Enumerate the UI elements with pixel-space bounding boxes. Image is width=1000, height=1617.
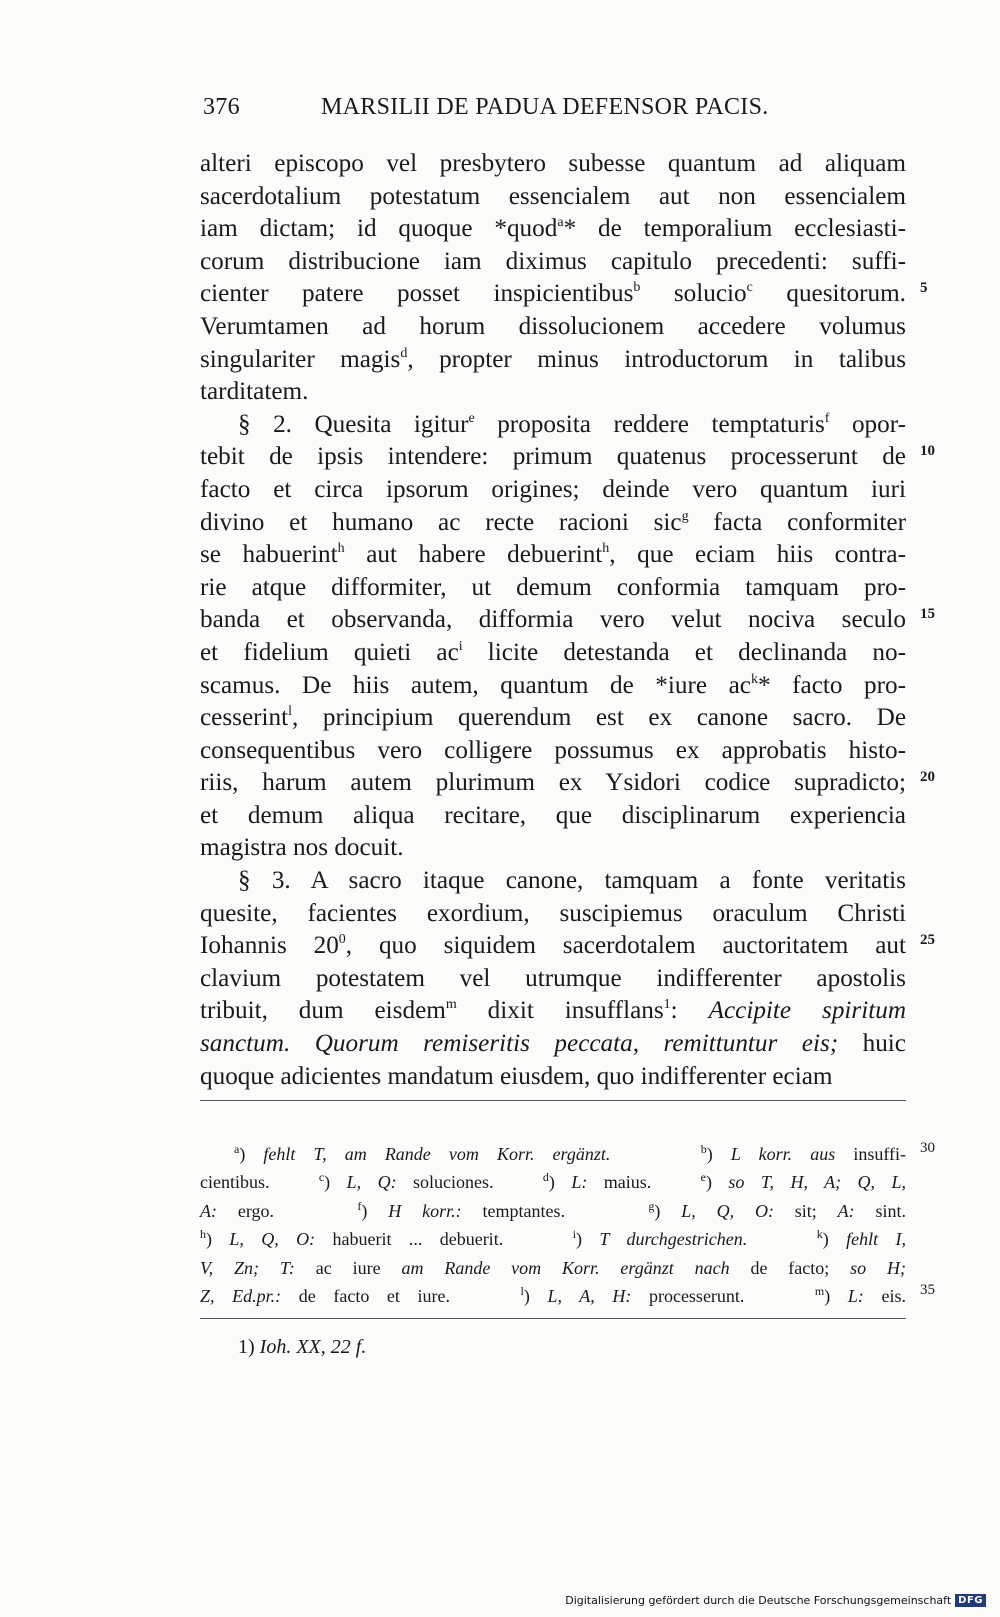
text-line: cienter patere posset inspicientibus$^b$ solucio$^c$ quesitorum. xyxy=(200,280,906,308)
text-line: § 2. Quesita igitur$^e$ proposita reddere temptaturis$^f$ opor- xyxy=(238,410,907,438)
apparatus-line: V, Zn; T: ac iure am Rande vom Korr. ergänzt nach de facto; so H; xyxy=(200,1257,906,1278)
text-line: tebit de ipsis intendere: primum quatenus processerunt de xyxy=(200,443,906,471)
apparatus-line: $^h$) L, Q, O: habuerit ... debuerit. $^i$) T durchgestrichen. $^k$) fehlt I, xyxy=(200,1227,907,1250)
text-line: tribuit, dum eisdem$^m$ dixit insufflans$^1$: Accipite spiritum xyxy=(200,997,907,1025)
text-line: riis, harum autem plurimum ex Ysidori codice supradicto; xyxy=(200,769,906,797)
credit-text: Digitalisierung gefördert durch die Deutsche Forschungsgemeinschaft xyxy=(565,1594,952,1607)
apparatus-line: $^a$) fehlt T, am Rande vom Korr. ergänzt. $^b$) L korr. aus insuffi- xyxy=(234,1142,906,1164)
text-line: divino et humano ac recte racioni sic$^g$ facta conformiter xyxy=(200,508,906,536)
page-number: 376 xyxy=(203,94,240,120)
text-line: quesite, facientes exordium, suscipiemus oraculum Christi xyxy=(200,899,906,927)
text-line: scamus. De hiis autem, quantum de *iure $ac^k*$ facto pro- xyxy=(200,671,906,699)
line-number-10: 10 xyxy=(920,443,935,459)
main-text xyxy=(200,148,906,1093)
text-line: et fidelium quieti $ac^i$ licite detestanda et declinanda no- xyxy=(200,638,906,666)
source-footnote: 1) Ioh. XX, 22 f. xyxy=(238,1336,367,1358)
text-line: magistra nos docuit. xyxy=(200,834,404,862)
text-line: singulariter magis$^d$, propter minus introductorum in talibus xyxy=(200,345,907,373)
text-line: Iohannis $20^0$, quo siquidem sacerdotalem auctoritatem aut xyxy=(200,932,907,960)
notes-top-rule xyxy=(200,1100,906,1101)
text-line: sanctum. Quorum remiseritis peccata, remittuntur eis; huic xyxy=(200,1030,906,1058)
text-line: consequentibus vero colligere possumus ex approbatis histo- xyxy=(200,736,906,764)
line-number-25: 25 xyxy=(920,932,935,948)
text-line: rie atque difformiter, ut demum conformia tamquam pro- xyxy=(200,573,906,601)
text-line: cesserint$^l$, principium querendum est ex canone sacro. De xyxy=(200,704,906,732)
critical-apparatus xyxy=(200,1140,906,1310)
line-number-5: 5 xyxy=(920,280,928,296)
text-line: se habuerint$^h$ aut habere debuerint$^h$, que eciam hiis contra- xyxy=(200,541,906,569)
text-line: banda et observanda, difformia vero velut nociva seculo xyxy=(200,606,906,634)
text-line: corum distribucione iam diximus capitulo precedenti: suffi- xyxy=(200,247,906,275)
text-line: sacerdotalium potestatum essencialem aut non essencialem xyxy=(200,182,906,210)
text-line: clavium potestatem vel utrumque indifferenter apostolis xyxy=(200,964,906,992)
text-line: quoque adicientes mandatum eiusdem, quo indifferenter eciam xyxy=(200,1062,833,1090)
line-number-15: 15 xyxy=(920,606,935,622)
line-number-35: 35 xyxy=(920,1282,935,1298)
text-line: iam dictam; id quoque *quod$^a$* de temporalium ecclesiasti- xyxy=(200,215,907,243)
text-line: facto et circa ipsorum origines; deinde vero quantum iuri xyxy=(200,475,906,503)
line-number-30: 30 xyxy=(920,1140,935,1156)
notes-bottom-rule xyxy=(200,1318,906,1319)
running-title: MARSILII DE PADUA DEFENSOR PACIS. xyxy=(321,94,769,120)
text-line: § 3. A sacro itaque canone, tamquam a fonte veritatis xyxy=(238,867,906,895)
text-line: Verumtamen ad horum dissolucionem accedere volumus xyxy=(200,312,906,340)
apparatus-line: Z, Ed.pr.: de facto et iure. $^l$) L, A, H: processerunt. $^m$) L: eis. xyxy=(200,1283,906,1306)
apparatus-line: cientibus. $^c$) L, Q: soluciones. $^d$) L: maius. $^e$) so T, H, A; Q, L, xyxy=(200,1170,906,1193)
digitization-credit xyxy=(565,1594,986,1607)
dfg-logo: DFG xyxy=(955,1594,986,1607)
line-number-20: 20 xyxy=(920,769,935,785)
text-line: tarditatem. xyxy=(200,378,309,406)
text-line: et demum aliqua recitare, que disciplinarum experiencia xyxy=(200,801,906,829)
apparatus-line: A: ergo. $^f$) H korr.: temptantes. $^g$) L, Q, O: sit; A: sint. xyxy=(200,1198,907,1221)
text-line: alteri episcopo vel presbytero subesse quantum ad aliquam xyxy=(200,150,906,177)
